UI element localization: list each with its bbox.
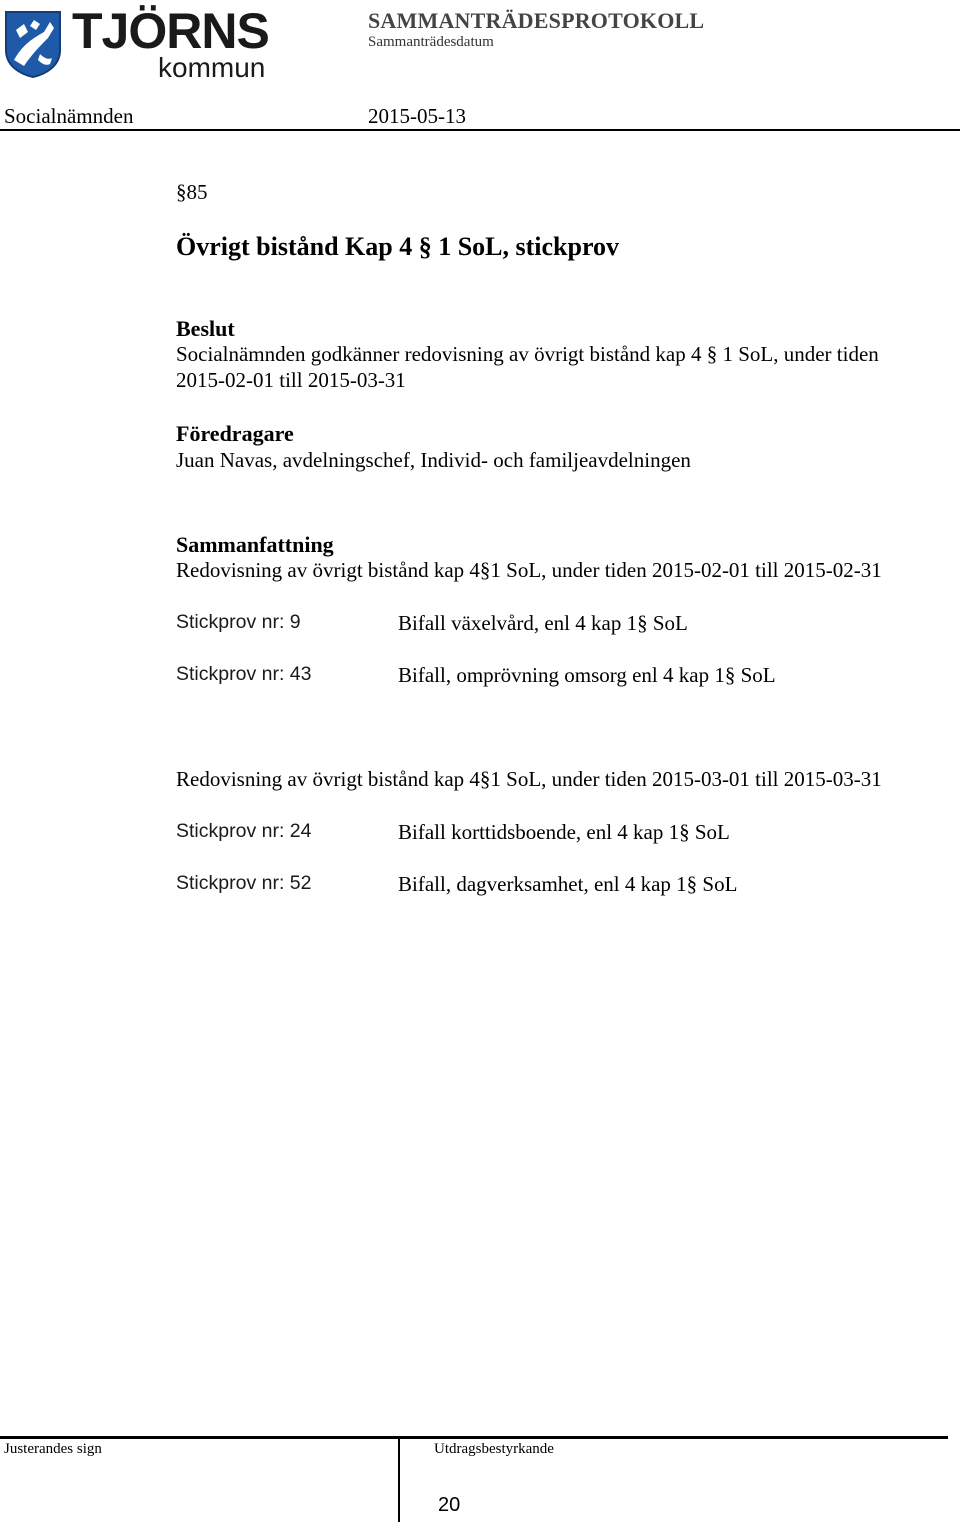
sample-decision: Bifall växelvård, enl 4 kap 1§ SoL [398, 611, 688, 635]
logo-subtitle: kommun [158, 52, 266, 83]
header-divider [0, 129, 960, 131]
foredragare-heading: Föredragare [176, 421, 294, 446]
beslut-text-line-1: Socialnämnden godkänner redovisning av övrigt bistånd kap 4 § 1 SoL, under tiden [176, 342, 879, 366]
document-type: SAMMANTRÄDESPROTOKOLL [368, 8, 705, 33]
committee-name: Socialnämnden [4, 104, 134, 128]
sammanfattning-heading: Sammanfattning [176, 532, 334, 557]
summary-intro-march: Redovisning av övrigt bistånd kap 4§1 SoL, under tiden 2015-03-01 till 2015-03-31 [176, 767, 882, 791]
sample-label: Stickprov nr: 9 [176, 611, 301, 633]
page-number: 20 [438, 1494, 461, 1516]
beslut-heading: Beslut [176, 316, 235, 341]
sample-label: Stickprov nr: 43 [176, 663, 312, 685]
sample-decision: Bifall korttidsboende, enl 4 kap 1§ SoL [398, 820, 730, 844]
meeting-date: 2015-05-13 [368, 104, 466, 128]
tjorn-coat-of-arms-icon [4, 10, 62, 78]
sample-decision: Bifall, dagverksamhet, enl 4 kap 1§ SoL [398, 872, 738, 896]
beslut-text-line-2: 2015-02-01 till 2015-03-31 [176, 368, 406, 392]
footer-utdragsbestyrkande: Utdragsbestyrkande [434, 1441, 554, 1457]
sample-label: Stickprov nr: 24 [176, 820, 312, 842]
footer-justerandes-sign: Justerandes sign [4, 1441, 102, 1457]
date-caption: Sammanträdesdatum [368, 34, 494, 50]
paragraph-number: §85 [176, 180, 208, 204]
summary-intro-february: Redovisning av övrigt bistånd kap 4§1 SoL, under tiden 2015-02-01 till 2015-02-31 [176, 558, 882, 582]
logo-name: TJÖRNS [72, 3, 269, 59]
section-title: Övrigt bistånd Kap 4 § 1 SoL, stickprov [176, 232, 620, 261]
footer-divider [0, 1436, 948, 1439]
foredragare-text: Juan Navas, avdelningschef, Individ- och familjeavdelningen [176, 448, 691, 472]
sample-decision: Bifall, omprövning omsorg enl 4 kap 1§ SoL [398, 663, 776, 687]
footer-column-divider [398, 1436, 400, 1522]
sample-label: Stickprov nr: 52 [176, 872, 312, 894]
